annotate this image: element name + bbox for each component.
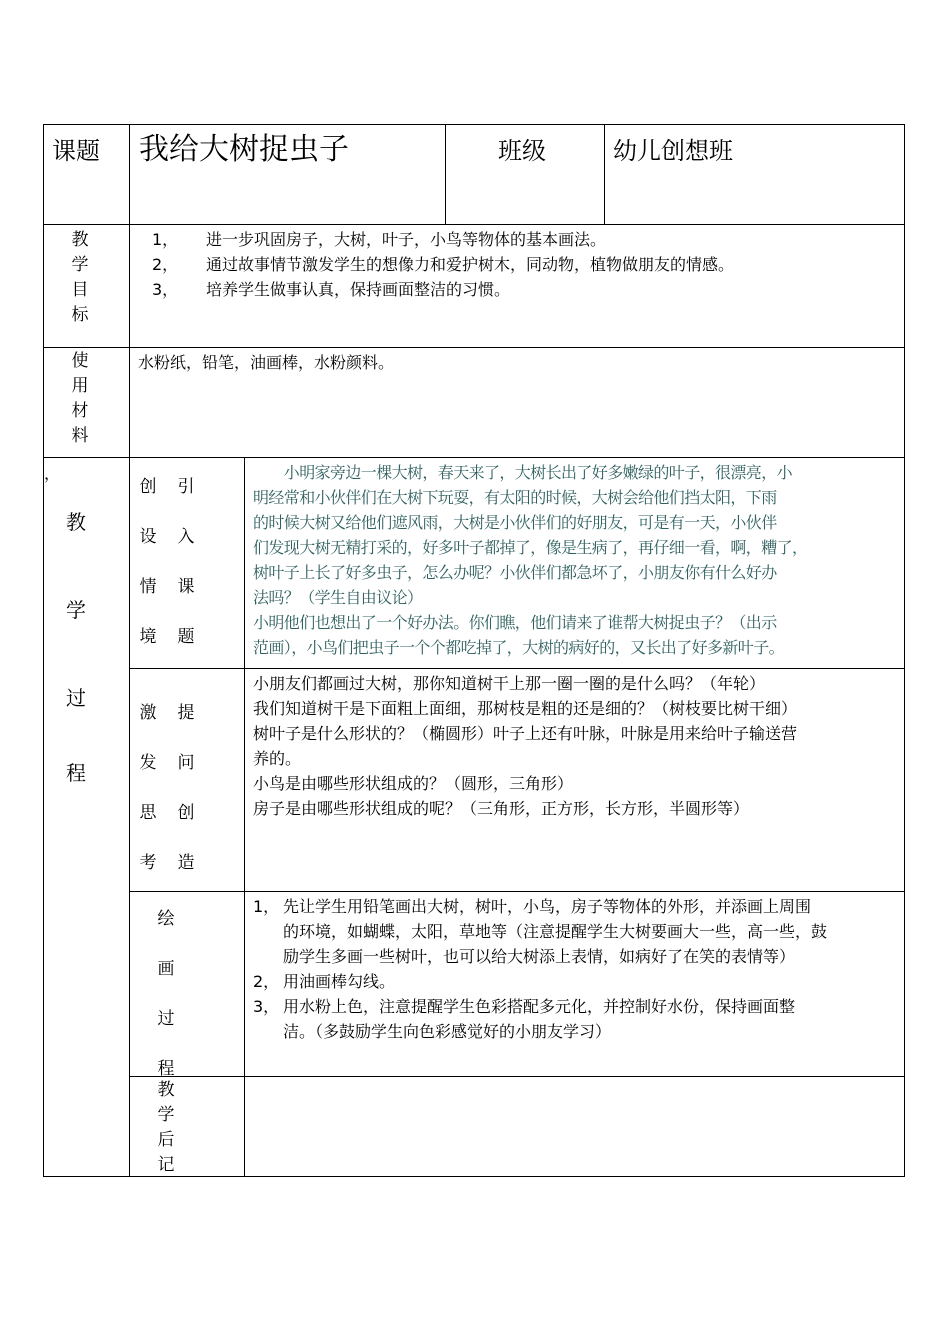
materials-text: 水粉纸，铅笔，油画棒，水粉颜料。 — [138, 353, 395, 372]
step-text: 用油画棒勾线。 — [283, 972, 396, 991]
step-3-cont: 洁。（多鼓励学生向色彩感觉好的小朋友学习） — [283, 1022, 612, 1041]
goal-item-2-num: 2， — [152, 255, 179, 274]
section4-label — [156, 1078, 176, 1178]
topic-label: 课题 — [52, 137, 100, 165]
section2-char: 发 — [139, 753, 157, 773]
section2-char: 提 — [177, 703, 195, 723]
section1-char: 情 — [139, 577, 157, 597]
table-right-border — [904, 124, 905, 1177]
class-value: 幼儿创想班 — [613, 137, 733, 165]
section3-char: 画 — [157, 959, 175, 979]
section4-char: 教 — [157, 1080, 175, 1100]
process-label-char: 程 — [66, 761, 86, 785]
goals-label-char: 教 — [71, 230, 89, 250]
section2-char: 思 — [139, 803, 157, 823]
step-num: 2， — [253, 972, 280, 991]
section1-char: 课 — [177, 577, 195, 597]
question-line: 树叶子是什么形状的？（椭圆形）叶子上还有叶脉，叶脉是用来给叶子输送营 — [253, 724, 798, 743]
col-divider-header-2 — [604, 124, 605, 225]
section2-char: 激 — [139, 703, 157, 723]
goals-label-char: 目 — [71, 280, 89, 300]
materials-label — [62, 349, 98, 449]
question-line: 房子是由哪些形状组成的呢？（三角形，正方形，长方形，半圆形等） — [253, 799, 750, 818]
row-divider-section3 — [129, 1076, 905, 1077]
story-line: 范画），小鸟们把虫子一个个都吃掉了，大树的病好的，又长出了好多新叶子。 — [253, 638, 785, 657]
goal-item-3-text: 培养学生做事认真，保持画面整洁的习惯。 — [206, 280, 511, 299]
section2-char: 问 — [177, 753, 195, 773]
section2-label-col2 — [176, 688, 196, 888]
story-line: 的时候大树又给他们遮风雨，大树是小伙伴们的好朋友，可是有一天，小伙伴 — [253, 513, 777, 532]
col-divider-label — [129, 124, 130, 1177]
question-line: 我们知道树干是下面粗上面细，那树枝是粗的还是细的？（树枝要比树干细） — [253, 699, 798, 718]
section4-char: 学 — [157, 1105, 175, 1125]
section3-char: 程 — [157, 1059, 175, 1079]
goals-label — [62, 228, 98, 328]
row-divider-header — [43, 224, 905, 225]
section2-char: 创 — [177, 803, 195, 823]
goals-label-char: 学 — [71, 255, 89, 275]
row-divider-section2 — [129, 891, 905, 892]
goal-item-1-text: 进一步巩固房子，大树，叶子，小鸟等物体的基本画法。 — [206, 230, 607, 249]
question-line: 小鸟是由哪些形状组成的？（圆形，三角形） — [253, 774, 574, 793]
step-num: 3， — [253, 997, 280, 1016]
section2-label-col1 — [138, 688, 158, 888]
section1-story — [253, 460, 807, 660]
question-line: 小朋友们都画过大树，那你知道树干上那一圈一圈的是什么吗？（年轮） — [253, 674, 766, 693]
section1-char: 设 — [139, 527, 157, 547]
goal-item-3-num: 3， — [152, 280, 179, 299]
section3-char: 绘 — [157, 909, 175, 929]
section3-steps — [253, 894, 827, 1044]
row-divider-goals — [43, 347, 905, 348]
step-1 — [253, 894, 827, 919]
process-label-char: 教 — [66, 510, 86, 534]
materials-label-char: 料 — [71, 426, 89, 446]
section1-label-col1 — [138, 462, 158, 662]
story-line: 树叶子上长了好多虫子，怎么办呢？小伙伴们都急坏了，小朋友你有什么好办 — [253, 563, 777, 582]
question-line: 养的。 — [253, 749, 302, 768]
section1-char: 入 — [177, 527, 195, 547]
step-2 — [253, 969, 827, 994]
goals-label-char: 标 — [71, 305, 89, 325]
step-1-cont: 励学生多画一些树叶，也可以给大树添上表情，如病好了在笑的表情等） — [283, 947, 796, 966]
step-1-cont: 的环境，如蝴蝶，太阳，草地等（注意提醒学生大树要画大一些，高一些，鼓 — [283, 922, 828, 941]
story-line: 法吗？（学生自由议论） — [253, 588, 423, 607]
class-label: 班级 — [498, 137, 546, 165]
section1-char: 境 — [139, 627, 157, 647]
section2-char: 造 — [177, 853, 195, 873]
materials-label-char: 用 — [71, 376, 89, 396]
process-mark: ， — [44, 464, 61, 483]
col-divider-header-1 — [445, 124, 446, 225]
section2-questions — [253, 671, 797, 821]
section2-char: 考 — [139, 853, 157, 873]
process-label-char: 学 — [66, 598, 86, 622]
section4-char: 记 — [157, 1155, 175, 1175]
step-3 — [253, 994, 827, 1019]
goal-item-1-num: 1， — [152, 230, 179, 249]
row-divider-materials — [43, 457, 905, 458]
goal-item-2-text: 通过故事情节激发学生的想像力和爱护树木，同动物，植物做朋友的情感。 — [206, 255, 735, 274]
section3-label — [156, 894, 176, 1094]
materials-label-char: 使 — [71, 351, 89, 371]
process-label-char: 过 — [66, 686, 86, 710]
section1-char: 引 — [177, 477, 195, 497]
story-line: 小明家旁边一棵大树，春天来了，大树长出了好多嫩绿的叶子，很漂亮，小 — [253, 463, 793, 482]
col-divider-sublabel — [244, 457, 245, 1177]
row-divider-section1 — [129, 668, 905, 669]
section1-char: 题 — [177, 627, 195, 647]
step-num: 1， — [253, 897, 280, 916]
story-line: 们发现大树无精打采的，好多叶子都掉了，像是生病了，再仔细一看，啊，糟了， — [253, 538, 808, 557]
section3-char: 过 — [157, 1009, 175, 1029]
story-line: 小明他们也想出了一个好办法。你们瞧，他们请来了谁帮大树捉虫子？（出示 — [253, 613, 777, 632]
story-line: 明经常和小伙伴们在大树下玩耍，有太阳的时候，大树会给他们挡太阳，下雨 — [253, 488, 777, 507]
topic-title: 我给大树捉虫子 — [139, 132, 349, 167]
process-label — [58, 510, 94, 786]
step-text: 用水粉上色，注意提醒学生色彩搭配多元化，并控制好水份，保持画面整 — [283, 997, 796, 1016]
section4-char: 后 — [157, 1130, 175, 1150]
materials-label-char: 材 — [71, 401, 89, 421]
section1-label-col2 — [176, 462, 196, 662]
section1-char: 创 — [139, 477, 157, 497]
table-left-border — [43, 124, 44, 1177]
table-top-border — [43, 124, 905, 125]
step-text: 先让学生用铅笔画出大树，树叶，小鸟，房子等物体的外形，并添画上周围 — [283, 897, 812, 916]
